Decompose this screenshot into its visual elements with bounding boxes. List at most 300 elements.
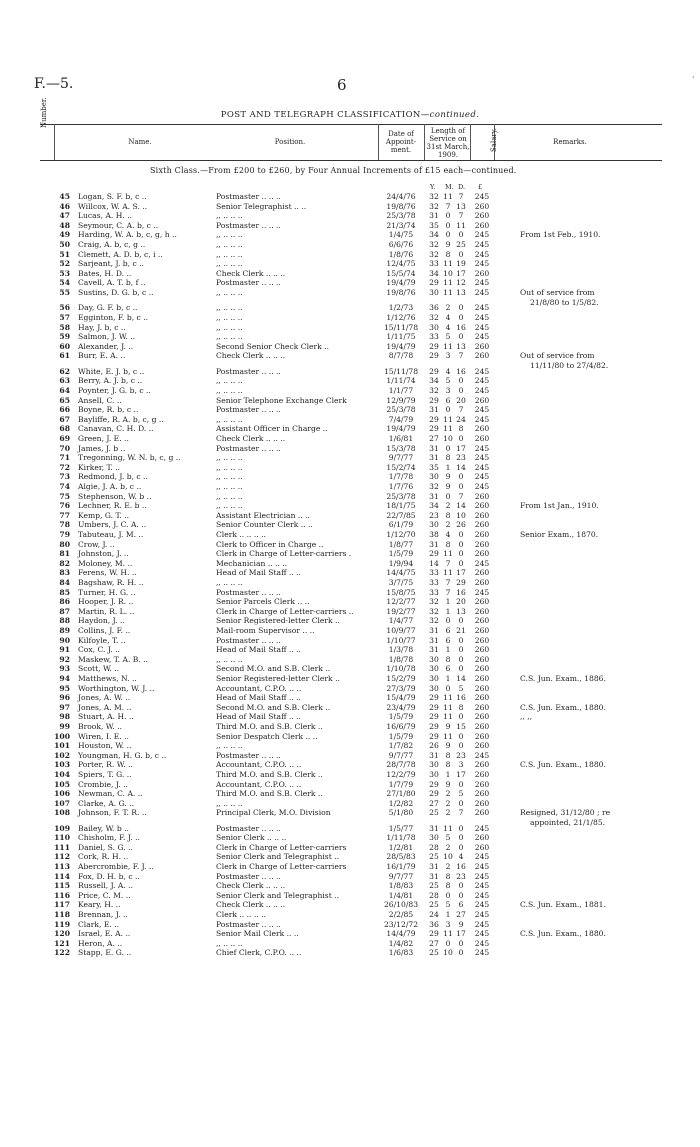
row-days: 0 [458,312,464,322]
row-days: 7 [458,808,464,818]
row-name: Seymour, C. A. b, c .. [78,220,159,230]
row-days: 17 [456,443,466,453]
row-number: 109 [54,823,70,833]
row-name: Clemett, A. D. b, c, i .. [78,249,163,259]
row-number: 54 [59,278,70,288]
row-position: Check Clerk .. .. .. [216,433,286,443]
row-date: 25/3/78 [386,405,416,415]
table-row [0,770,700,780]
row-number: 46 [59,201,70,211]
row-number: 56 [59,303,70,313]
row-years: 27 [429,433,439,443]
row-position: ,, .. .. .. [216,249,243,259]
row-position: Postmaster .. .. .. [216,823,281,833]
row-years: 25 [429,852,439,862]
row-months: 5 [445,332,451,342]
row-name: Newman, C. A. .. [78,789,143,799]
row-number: 55 [59,288,70,297]
row-position: Head of Mail Staff .. .. [216,645,301,655]
table-row [0,269,700,279]
row-position: Mail-room Supervisor .. .. [216,625,315,635]
row-days: 3 [458,760,464,770]
row-date: 28/7/78 [386,760,416,770]
row-position: ,, .. .. .. [216,240,243,249]
row-date: 9/7/77 [388,871,414,881]
row-days: 7 [458,351,464,361]
row-days: 13 [456,201,466,211]
row-number: 108 [54,808,70,818]
row-position: Third M.O. and S.B. Clerk .. [216,721,323,731]
row-position: Postmaster .. .. .. [216,750,281,760]
row-name: Hooper, J. R. .. [78,597,134,607]
row-number: 62 [59,366,70,376]
row-name: Salmon, J. W. .. [78,332,136,342]
row-name: Cavell, A. T. b, f .. [78,278,146,288]
row-salary: 260 [474,731,490,741]
row-months: 9 [445,721,451,731]
row-salary: 260 [474,645,490,655]
row-position: Senior Clerk and Telegraphist .. [216,890,339,900]
row-days: 8 [458,424,464,434]
row-number: 97 [59,702,70,712]
row-years: 29 [429,341,439,351]
row-days: 26 [456,520,466,530]
row-date: 5/1/80 [388,808,414,818]
table-row [0,376,700,386]
row-name: Abercrombie, F. J. .. [78,862,154,872]
row-number: 91 [59,645,70,655]
row-remarks: C.S. Jun. Exam., 1880. [520,929,606,939]
row-months: 1 [445,673,451,683]
row-months: 0 [445,230,451,240]
row-name: Sarjeant, J. b, c .. [78,259,144,269]
row-name: Redmond, J. b, c .. [78,472,148,482]
row-name: Stapp, E. G. .. [78,948,132,958]
row-date: 1/2/81 [388,842,414,852]
row-date: 1/8/77 [388,539,414,549]
row-number: 81 [59,549,70,559]
row-position: Postmaster .. .. .. [216,635,281,645]
row-date: 1/7/82 [388,741,414,751]
row-months: 5 [445,376,451,386]
row-name: Tabuteau, J. M. .. [78,529,144,539]
row-salary: 245 [474,900,490,910]
row-years: 27 [429,798,439,808]
row-number: 116 [54,890,70,900]
row-position: Postmaster .. .. .. [216,443,281,453]
row-days: 0 [458,481,464,491]
row-date: 1/12/76 [386,312,416,322]
row-date: 1/12/70 [386,529,416,539]
row-number: 53 [59,268,70,278]
row-years: 29 [429,929,439,939]
row-number: 98 [59,712,70,722]
row-name: Johnston, J. .. [78,549,129,559]
row-number: 83 [59,568,70,578]
row-date: 14/4/79 [386,929,416,939]
row-date: 1/7/79 [388,779,414,789]
row-salary: 245 [474,405,490,415]
row-position: Senior Registered-letter Clerk .. [216,673,340,683]
row-days: 23 [456,871,466,881]
row-years: 32 [429,249,439,259]
row-months: 1 [445,606,451,616]
row-months: 0 [445,616,451,626]
row-days: 0 [458,712,464,722]
unit-pounds: £ [478,183,483,191]
row-number: 84 [59,577,70,587]
row-number: 85 [59,587,70,597]
row-months: 4 [445,312,451,322]
row-months: 11 [443,424,453,434]
row-days: 0 [458,731,464,741]
table-row [0,288,700,298]
row-years: 25 [429,881,439,891]
row-position: ,, .. .. .. [216,491,243,501]
row-name: Russell, J. A. .. [78,881,134,891]
row-date: 15/4/79 [386,693,416,703]
row-years: 31 [429,491,439,501]
row-date: 15/2/79 [386,673,416,683]
row-days: 0 [458,881,464,891]
row-name: Brennan, J. .. [78,910,128,920]
row-months: 4 [445,529,451,539]
row-years: 33 [429,332,439,342]
margin-mark: · [692,73,695,82]
row-date: 12/4/75 [386,259,416,269]
row-months: 8 [445,539,451,549]
row-name: Brook, W. .. [78,721,122,731]
row-position: Clerk in Charge of Letter-carriers . [216,549,352,559]
row-days: 0 [458,385,464,395]
row-date: 6/1/79 [388,520,414,530]
table-row [0,597,700,607]
row-name: Wiren, I. E. .. [78,731,129,741]
row-date: 28/5/83 [386,852,416,862]
row-date: 1/2/73 [388,303,414,313]
table-row [0,520,700,530]
row-years: 36 [429,303,439,313]
header-number: Number. [40,97,48,128]
row-months: 8 [445,453,451,463]
row-months: 0 [445,405,451,415]
row-date: 21/3/74 [386,220,416,230]
row-days: 0 [458,823,464,833]
row-position: ,, .. .. .. [216,288,243,297]
row-years: 29 [429,721,439,731]
table-row [0,424,700,434]
row-position: Postmaster .. .. .. [216,220,281,230]
row-number: 86 [59,597,70,607]
row-years: 30 [429,322,439,332]
row-date: 24/4/76 [386,192,416,201]
row-name: Johnson, F. T. R. .. [78,808,147,818]
row-months: 8 [445,871,451,881]
row-number: 94 [59,673,70,683]
row-months: 7 [445,558,451,568]
row-years: 35 [429,462,439,472]
row-number: 49 [59,230,70,240]
row-date: 15/11/78 [383,322,419,332]
row-position: Senior Registered-letter Clerk .. [216,616,340,626]
row-years: 30 [429,769,439,779]
row-number: 103 [54,760,70,770]
row-years: 31 [429,750,439,760]
row-date: 23/12/72 [383,919,419,929]
header-position: Position. [274,138,306,146]
row-days: 14 [456,673,466,683]
row-months: 6 [445,635,451,645]
row-days: 0 [458,472,464,482]
row-days: 13 [456,606,466,616]
row-number: 63 [59,376,70,386]
row-name: Bagshaw, R. H. .. [78,577,144,587]
row-date: 12/9/79 [386,395,416,405]
row-days: 0 [458,833,464,843]
row-days: 29 [456,577,466,587]
row-salary: 260 [474,606,490,616]
table-row [0,501,700,511]
row-position: ,, .. .. .. [216,211,243,221]
row-name: Algie, J. A. b, c .. [78,481,142,491]
row-name: Craig, A. b, c, g .. [78,240,146,249]
row-months: 8 [445,760,451,770]
row-salary: 245 [474,938,490,948]
row-number: 87 [59,606,70,616]
row-days: 17 [456,568,466,578]
row-number: 115 [54,881,70,891]
row-name: Green, J. E. .. [78,433,129,443]
row-number: 99 [59,721,70,731]
row-name: James, J. b .. [78,443,126,453]
row-months: 2 [445,789,451,799]
row-name: Kemp, G. T. .. [78,510,130,520]
row-years: 24 [429,910,439,920]
row-days: 15 [456,721,466,731]
header-length: Length of Service on 31st March, 1909. [426,127,470,159]
row-remarks: From 1st Feb., 1910. [520,230,601,240]
row-date: 2/2/85 [388,910,414,920]
row-number: 78 [59,520,70,530]
row-date: 8/7/78 [388,351,414,361]
row-months: 0 [445,220,451,230]
table-row [0,732,700,742]
table-row [0,900,700,910]
row-months: 11 [443,549,453,559]
row-number: 71 [59,453,70,463]
table-row [0,482,700,492]
row-days: 0 [458,303,464,313]
row-years: 32 [429,240,439,249]
row-date: 10/9/77 [386,625,416,635]
row-date: 19/4/79 [386,278,416,288]
row-days: 0 [458,539,464,549]
row-name: Moloney, M. .. [78,558,133,568]
row-position: ,, .. .. .. [216,938,243,948]
row-salary: 245 [474,890,490,900]
row-date: 1/5/79 [388,549,414,559]
row-name: Jones, A. W. .. [78,693,131,703]
row-name: Israel, E. A. .. [78,929,131,939]
row-years: 32 [429,385,439,395]
table-row [0,588,700,598]
row-days: 17 [456,929,466,939]
row-date: 22/7/85 [386,510,416,520]
row-salary: 260 [474,539,490,549]
row-name: Poynter, J. G. b, c .. [78,385,151,395]
row-date: 23/4/79 [386,702,416,712]
row-date: 7/4/79 [388,414,414,424]
row-years: 30 [429,760,439,770]
row-date: 1/8/76 [388,249,414,259]
row-months: 2 [445,798,451,808]
row-number: 65 [59,395,70,405]
row-number: 102 [54,750,70,760]
title-continued: —continued. [420,110,480,120]
row-years: 29 [429,351,439,361]
row-salary: 260 [474,798,490,808]
row-name: Boyne, R. b, c .. [78,405,139,415]
row-name: Kirker, T. .. [78,462,121,472]
table-row [0,192,700,202]
row-months: 8 [445,249,451,259]
row-years: 31 [429,539,439,549]
row-days: 0 [458,948,464,958]
row-date: 1/8/83 [388,881,414,891]
row-date: 1/10/78 [386,664,416,674]
row-date: 19/4/79 [386,424,416,434]
row-name: Egginton, F. b, c .. [78,312,149,322]
row-number: 80 [59,539,70,549]
row-years: 38 [429,529,439,539]
row-years: 33 [429,587,439,597]
row-months: 11 [443,823,453,833]
row-years: 31 [429,823,439,833]
row-number: 120 [54,929,70,939]
row-days: 16 [456,693,466,703]
row-years: 31 [429,871,439,881]
row-years: 32 [429,597,439,607]
row-months: 9 [445,240,451,249]
row-salary: 260 [474,220,490,230]
row-position: Clerk in Charge of Letter-carriers [216,862,347,872]
row-position: Third M.O. and S.B. Clerk .. [216,789,323,799]
header-top-rule [40,124,662,125]
row-name: Stuart, A. H. .. [78,712,134,722]
row-days: 0 [458,890,464,900]
row-years: 34 [429,230,439,240]
row-date: 1/10/77 [386,635,416,645]
row-name: Youngman, H. G. b, c .. [78,750,167,760]
row-name: Lucas, A. H. .. [78,211,133,221]
row-years: 29 [429,712,439,722]
row-months: 0 [445,491,451,501]
row-date: 1/4/77 [388,616,414,626]
row-salary: 260 [474,808,490,818]
table-row [0,693,700,703]
row-position: Assistant Officer in Charge .. [216,424,328,434]
row-position: ,, .. .. .. [216,453,243,463]
row-salary: 260 [474,760,490,770]
row-position: ,, .. .. .. [216,376,243,386]
row-months: 9 [445,472,451,482]
row-salary: 260 [474,211,490,221]
row-remarks: Resigned, 31/12/80 ; re [520,808,611,818]
row-name: Ferens, W. H. .. [78,568,137,578]
table-row [0,323,700,333]
row-salary: 245 [474,303,490,313]
row-number: 72 [59,462,70,472]
row-months: 6 [445,664,451,674]
col-divider [54,124,55,160]
section-title: Sixth Class.—From £200 to £260, by Four Annual Increments of £15 each—continued. [150,166,517,175]
row-date: 15/5/74 [386,268,416,278]
row-salary: 260 [474,712,490,722]
table-row [0,808,700,818]
row-position: ,, .. .. .. [216,481,243,491]
row-years: 33 [429,259,439,269]
row-date: 1/2/82 [388,798,414,808]
table-row [0,250,700,260]
row-months: 0 [445,443,451,453]
row-years: 25 [429,948,439,958]
row-months: 0 [445,683,451,693]
row-date: 19/2/77 [386,606,416,616]
row-days: 5 [458,789,464,799]
row-days: 0 [458,616,464,626]
row-salary: 260 [474,395,490,405]
header-name: Name. [128,138,152,146]
row-salary: 245 [474,312,490,322]
row-number: 59 [59,332,70,342]
row-days: 27 [456,910,466,920]
row-number: 110 [54,833,70,843]
row-number: 68 [59,424,70,434]
row-salary: 245 [474,249,490,259]
table-row [0,386,700,396]
row-months: 2 [445,501,451,511]
row-number: 96 [59,693,70,703]
row-salary: 260 [474,741,490,751]
row-name: Canavan, C. H. D. .. [78,424,154,434]
table-row [0,674,700,684]
row-salary: 260 [474,842,490,852]
row-number: 60 [59,341,70,351]
row-salary: 260 [474,501,490,511]
row-days: 16 [456,862,466,872]
row-days: 0 [458,779,464,789]
row-position: Senior Telephone Exchange Clerk [216,395,347,405]
row-salary: 260 [474,268,490,278]
row-number: 82 [59,558,70,568]
table-row [0,948,700,958]
row-days: 11 [456,220,466,230]
row-date: 1/4/82 [388,938,414,948]
row-name: Porter, R. W. .. [78,760,133,770]
row-remarks: Out of service from [520,351,595,361]
row-salary: 260 [474,529,490,539]
row-months: 3 [445,385,451,395]
unit-days: D. [458,183,466,191]
row-position: Third M.O. and S.B. Clerk .. [216,769,323,779]
row-position: Principal Clerk, M.O. Division [216,808,331,818]
table-row [0,278,700,288]
row-number: 57 [59,312,70,322]
header-date: Date of Appoint-ment. [385,130,417,154]
row-months: 3 [445,351,451,361]
row-position: Senior Mail Clerk .. .. [216,929,299,939]
row-date: 19/8/76 [386,288,416,297]
